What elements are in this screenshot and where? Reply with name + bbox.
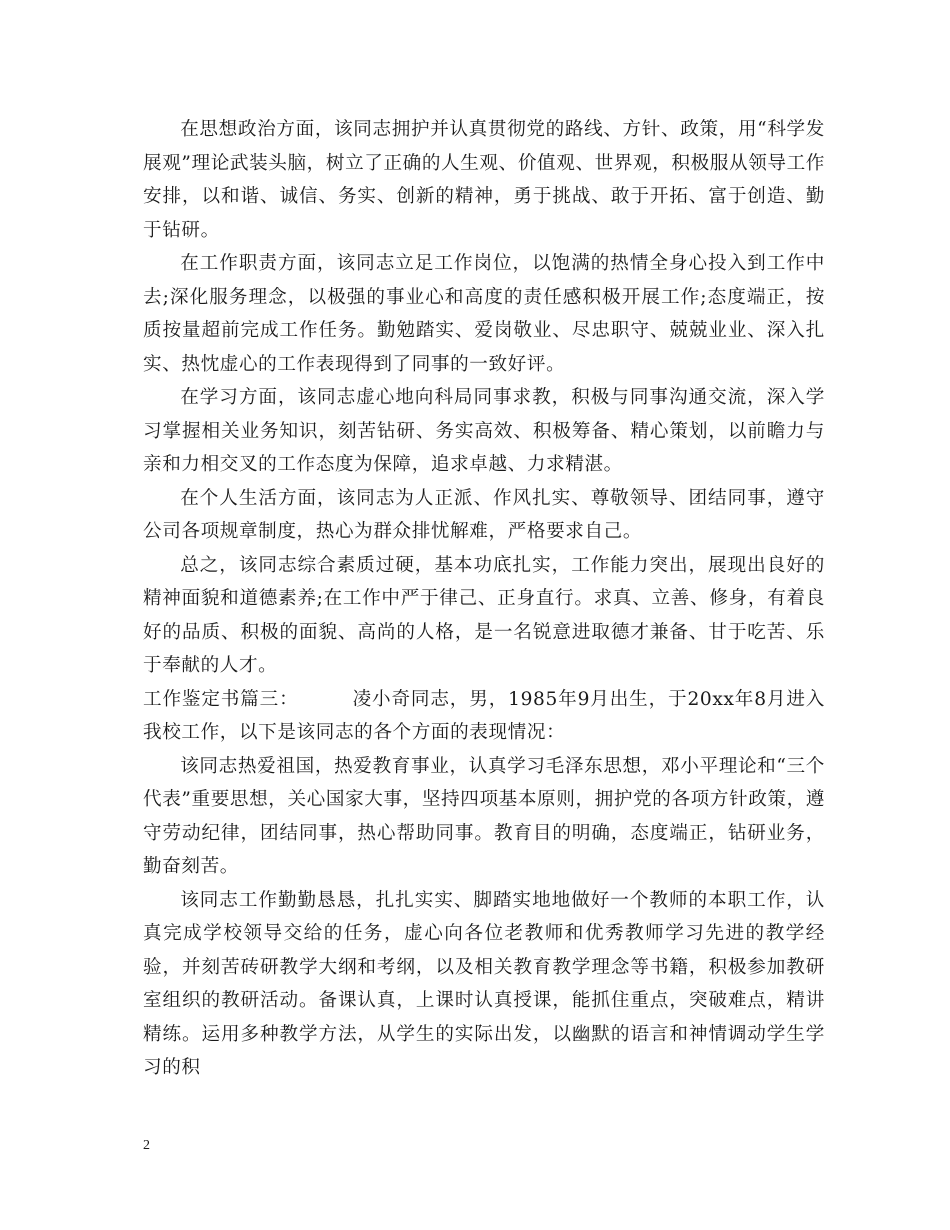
paragraph-personal-life: 在个人生活方面，该同志为人正派、作风扎实、尊敬领导、团结同事，遵守公司各项规章制度，热心为群众排忧解难，严格要求自己。 <box>143 487 825 542</box>
paragraph-patriotism: 该同志热爱祖国，热爱教育事业，认真学习毛泽东思想，邓小平理论和“三个代表”重要思想，关心国家大事，坚持四项基本原则，拥护党的各项方针政策，遵守劳动纪律，团结同事，热心帮助同事。教育目的明确，态度端正，钻研业务，勤奋刻苦。 <box>143 755 825 877</box>
paragraph-political: 在思想政治方面，该同志拥护并认真贯彻党的路线、方针、政策，用“科学发展观”理论武装头脑，树立了正确的人生观、价值观、世界观，积极服从领导工作安排，以和谐、诚信、务实、创新的精神，勇于挑战、敢于开拓、富于创造、勤于钻研。 <box>143 119 825 241</box>
section-intro: 凌小奇同志，男，1985年9月出生，于20xx年8月进入我校工作，以下是该同志的各个方面的表现情况： <box>143 688 825 743</box>
paragraph-duties: 在工作职责方面，该同志立足工作岗位，以饱满的热情全身心投入到工作中去;深化服务理念，以极强的事业心和高度的责任感积极开展工作;态度端正，按质按量超前完成工作任务。勤勉踏实、爱岗敬业、尽忠职守、兢兢业业、深入扎实、热忱虚心的工作表现得到了同事的一致好评。 <box>143 253 825 375</box>
paragraph-study: 在学习方面，该同志虚心地向科局同事求教，积极与同事沟通交流，深入学习掌握相关业务知识，刻苦钻研、务实高效、积极筹备、精心策划，以前瞻力与亲和力相交叉的工作态度为保障，追求卓越、力求精湛。 <box>143 387 825 475</box>
paragraph-teaching-work: 该同志工作勤勤恳恳，扎扎实实、脚踏实地地做好一个教师的本职工作，认真完成学校领导交给的任务，虚心向各位老教师和优秀教师学习先进的教学经验，并刻苦砖研教学大纲和考纲，以及相关教育教学理念等书籍，积极参加教研室组织的教研活动。备课认真，上课时认真授课，能抓住重点，突破难点，精讲精练。运用多种教学方法，从学生的实际出发，以幽默的语言和神情调动学生学习的积 <box>143 889 825 1078</box>
section-title: 工作鉴定书篇三： <box>143 688 299 710</box>
document-body <box>143 113 825 1085</box>
paragraph-summary: 总之，该同志综合素质过硬，基本功底扎实，工作能力突出，展现出良好的精神面貌和道德素养;在工作中严于律己、正身直行。求真、立善、修身，有着良好的品质、积极的面貌、高尚的人格，是一名锐意进取德才兼备、甘于吃苦、乐于奉献的人才。 <box>143 554 825 676</box>
page-number: 2 <box>143 1138 150 1153</box>
section-heading-line <box>143 683 825 750</box>
